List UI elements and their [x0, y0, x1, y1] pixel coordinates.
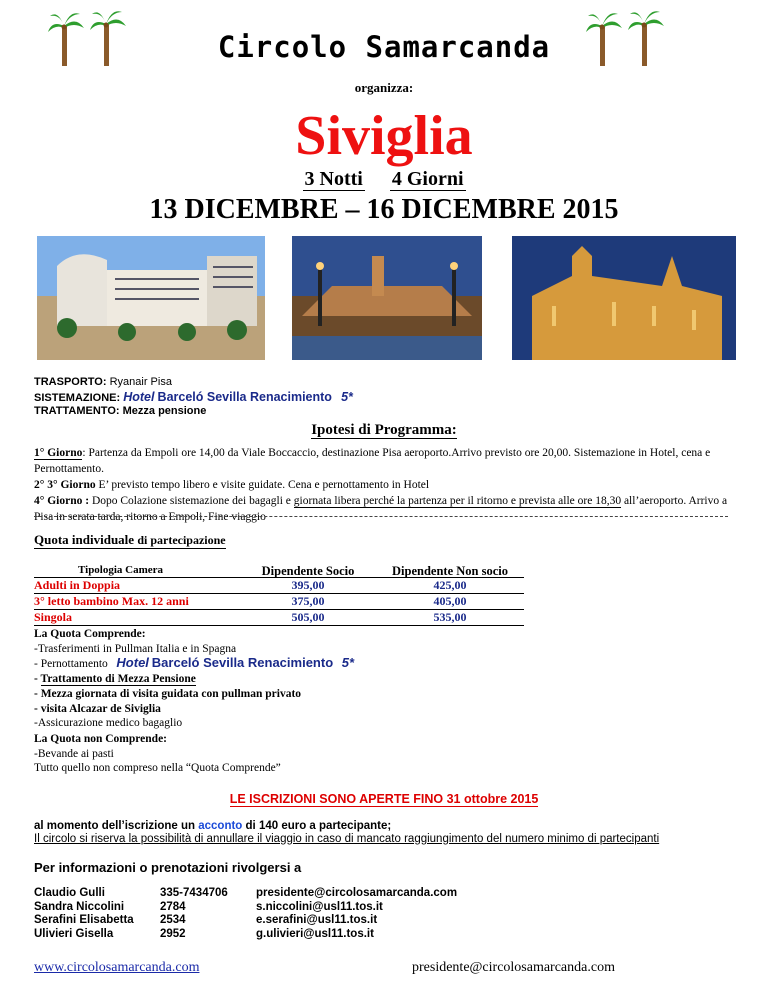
sistemazione-line — [34, 390, 353, 404]
day4-label: 4° Giorno : — [34, 495, 90, 507]
hotel-photo — [37, 236, 265, 360]
info-title: Per informazioni o prenotazioni rivolgersi a — [34, 860, 302, 875]
trattamento-line — [34, 405, 206, 417]
includes-list — [34, 627, 634, 731]
contact-row: Sandra Niccolini 2784 s.niccolini@usl11.tos.it — [34, 900, 383, 913]
list-item: -Assicurazione medico bagaglio — [34, 717, 183, 730]
organizza-label: organizza: — [354, 80, 414, 95]
day1-text: : Partenza da Empoli ore 14,00 da Viale Boccaccio, destinazione Pisa aeroporto.Arrivo previsto ore 20,00. Sistemazione in Hotel, cena e Pernottamento. — [34, 447, 711, 475]
list-item: - Trattamento di Mezza Pensione — [34, 673, 196, 686]
table-row: Singola 505,00 535,00 — [34, 610, 524, 626]
plaza-de-espana-photo — [292, 236, 482, 360]
footer-email: presidente@circolosamarcanda.com — [412, 960, 615, 975]
cathedral-photo — [512, 236, 736, 360]
duration — [0, 168, 768, 191]
excludes-list — [34, 732, 634, 776]
day4-text-a: Dopo Colazione sistemazione dei bagagli e — [89, 495, 294, 507]
trasporto-line — [34, 376, 172, 388]
sistemazione-label: SISTEMAZIONE: — [34, 392, 121, 404]
day23-text: E’ previsto tempo libero e visite guidate. Cena e pernottamento in Hotel — [95, 479, 430, 491]
includes-title: La Quota Comprende: — [34, 628, 146, 640]
contact-row: Ulivieri Gisella 2952 g.ulivieri@usl11.tos.it — [34, 927, 374, 940]
days-count: 4 Giorni — [391, 168, 464, 190]
trattamento-label: TRATTAMENTO: — [34, 405, 120, 417]
price-table-header — [34, 564, 524, 578]
header-socio: Dipendente Socio — [261, 564, 355, 578]
trattamento-value: Mezza pensione — [122, 405, 207, 417]
hotel-stars: 5* — [341, 390, 353, 404]
program-text — [34, 445, 734, 525]
list-item: - Pernottamento Hotel Barceló Sevilla Renacimiento 5* — [34, 655, 355, 671]
trasporto-label: TRASPORTO: — [34, 376, 107, 388]
table-row: 3° letto bambino Max. 12 anni 375,00 405,00 — [34, 594, 524, 610]
header-tipologia: Tipologia Camera — [78, 564, 164, 576]
header-non-socio: Dipendente Non socio — [392, 564, 508, 578]
hotel-word: Hotel — [123, 390, 155, 404]
contact-row: Claudio Gulli 335-7434706 presidente@circolosamarcanda.com — [34, 887, 458, 899]
contacts-list — [34, 887, 634, 941]
acconto-note: al momento dell’iscrizione un acconto di 140 euro a partecipante; Il circolo si riserva la possibilità di annullare il viaggio in caso di mancato raggiungimento del numero minimo di partecipanti — [34, 820, 714, 846]
cancel-note: Il circolo si riserva la possibilità di annullare il viaggio in caso di mancato raggiungimento del numero minimo di partecipanti — [34, 833, 660, 845]
list-item: Tutto quello non compreso nella “Quota Comprende” — [34, 762, 281, 775]
website-link[interactable]: www.circolosamarcanda.com — [34, 960, 200, 975]
nights-count: 3 Notti — [304, 168, 363, 190]
brand-title: Circolo Samarcanda — [217, 30, 551, 64]
list-item: - visita Alcazar de Siviglia — [34, 702, 161, 715]
registration-banner: LE ISCRIZIONI SONO APERTE FINO 31 ottobre 2015 — [229, 792, 539, 806]
contact-row: Serafini Elisabetta 2534 e.serafini@usl11.tos.it — [34, 914, 378, 927]
day23-label: 2° 3° Giorno — [34, 479, 96, 491]
list-item: -Trasferimenti in Pullman Italia e in Spagna — [34, 642, 237, 655]
destination-title: Siviglia — [295, 105, 473, 167]
trasporto-value: Ryanair Pisa — [109, 376, 172, 388]
day4-text-underlined: giornata libera perché la partenza per il ritorno e prevista alle ore 18,30 — [293, 495, 622, 507]
list-item: - Mezza giornata di visita guidata con pullman privato — [34, 687, 302, 700]
trip-dates: 13 DICEMBRE – 16 DICEMBRE 2015 — [149, 194, 619, 225]
excludes-title: La Quota non Comprende: — [34, 733, 168, 745]
quota-title: Quota individuale di partecipazione — [34, 532, 226, 547]
day1-label: 1° Giorno — [34, 447, 83, 459]
list-item: -Bevande ai pasti — [34, 747, 114, 760]
price-table — [34, 564, 524, 626]
dashed-divider — [34, 516, 728, 517]
day4-text-b: all’aeroporto. Arrivo a Pisa in serata tarda, ritorno a Empoli, Fine viaggio — [34, 495, 728, 523]
hotel-name: Barceló Sevilla Renacimiento — [157, 390, 332, 404]
program-title: Ipotesi di Programma: — [311, 422, 457, 438]
table-row: Adulti in Doppia 395,00 425,00 — [34, 578, 524, 594]
